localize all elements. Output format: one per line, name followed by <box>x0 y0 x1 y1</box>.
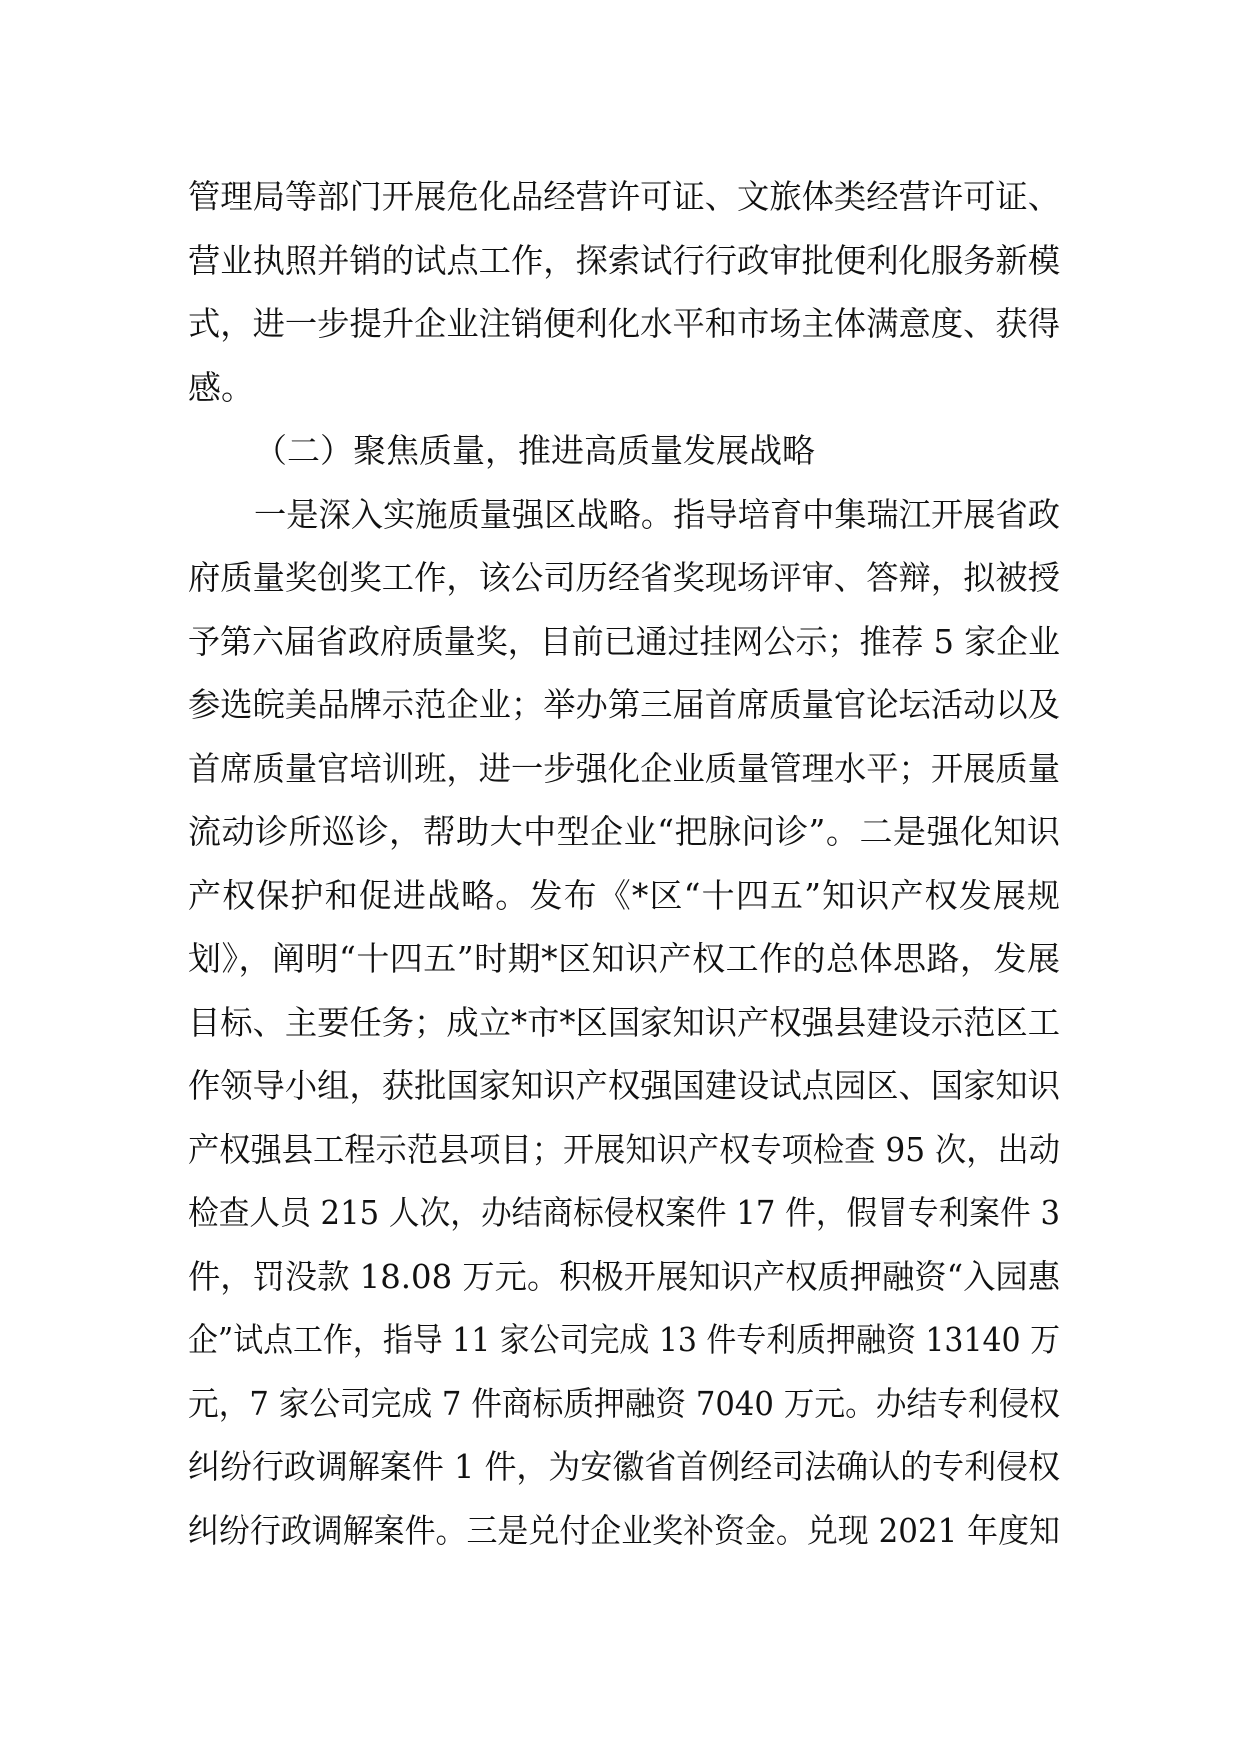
paragraph-line: 营业执照并销的试点工作，探索试行行政审批便利化服务新模 <box>188 240 1060 280</box>
paragraph-line: 参选皖美品牌示范企业；举办第三届首席质量官论坛活动以及 <box>188 685 1060 724</box>
document-body <box>188 165 1060 1562</box>
paragraph-line: 感。 <box>188 367 254 407</box>
paragraph-line: 企”试点工作，指导 11 家公司完成 13 件专利质押融资 13140 万 <box>188 1320 1060 1359</box>
paragraph-line: 作领导小组，获批国家知识产权强国建设试点园区、国家知识 <box>188 1066 1060 1105</box>
paragraph-line: 管理局等部门开展危化品经营许可证、文旅体类经营许可证、 <box>188 177 1060 216</box>
paragraph-line: 式，进一步提升企业注销便利化水平和市场主体满意度、获得 <box>188 304 1060 343</box>
paragraph-line: 划》，阐明“十四五”时期*区知识产权工作的总体思路，发展 <box>188 939 1061 978</box>
paragraph-line: 府质量奖创奖工作，该公司历经省奖现场评审、答辩，拟被授 <box>188 558 1060 597</box>
paragraph-line: 产权保护和促进战略。发布《*区“十四五”知识产权发展规 <box>188 875 1062 915</box>
paragraph-line: 纠纷行政调解案件 1 件，为安徽省首例经司法确认的专利侵权 <box>188 1447 1060 1486</box>
paragraph-line: 流动诊所巡诊，帮助大中型企业“把脉问诊”。二是强化知识 <box>188 812 1061 851</box>
paragraph-line: 产权强县工程示范县项目；开展知识产权专项检查 95 次，出动 <box>188 1129 1060 1169</box>
paragraph-line: 首席质量官培训班，进一步强化企业质量管理水平；开展质量 <box>188 748 1060 788</box>
section-heading: （二）聚焦质量，推进高质量发展战略 <box>254 431 815 470</box>
paragraph-line: 一是深入实施质量强区战略。指导培育中集瑞江开展省政 <box>254 494 1060 534</box>
paragraph-line: 检查人员 215 人次，办结商标侵权案件 17 件，假冒专利案件 3 <box>188 1193 1060 1232</box>
paragraph-line: 纠纷行政调解案件。三是兑付企业奖补资金。兑现 2021 年度知 <box>188 1510 1060 1550</box>
paragraph-line: 元，7 家公司完成 7 件商标质押融资 7040 万元。办结专利侵权 <box>188 1383 1060 1423</box>
paragraph-line: 予第六届省政府质量奖，目前已通过挂网公示；推荐 5 家企业 <box>188 621 1060 661</box>
paragraph-line: 件，罚没款 18.08 万元。积极开展知识产权质押融资“入园惠 <box>188 1256 1060 1296</box>
paragraph-line: 目标、主要任务；成立*市*区国家知识产权强县建设示范区工 <box>188 1002 1060 1042</box>
